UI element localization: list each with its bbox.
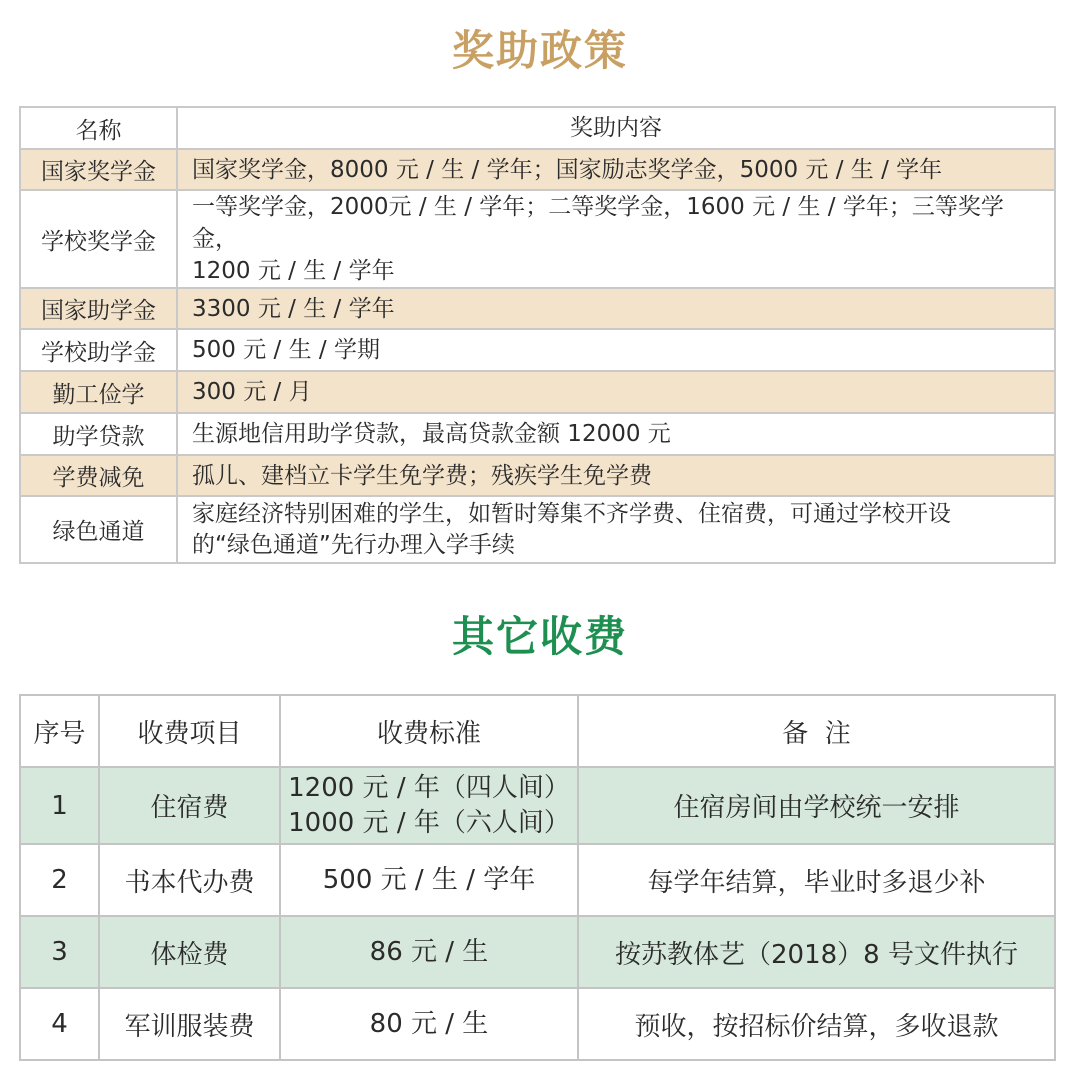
- header-no: 序号: [20, 695, 99, 767]
- content-line: 1200 元 / 生 / 学年: [192, 258, 395, 284]
- fee-standard: [280, 844, 578, 916]
- row-name: 国家助学金: [20, 288, 177, 329]
- standard-line: 1000 元 / 年（六人间）: [288, 807, 570, 838]
- table-row: [20, 190, 1055, 288]
- fees-table: [19, 694, 1056, 1061]
- fee-standard: [280, 988, 578, 1060]
- table-row: [20, 455, 1055, 496]
- fee-item: 书本代办费: [99, 844, 280, 916]
- table-row: [20, 496, 1055, 563]
- fee-item: 体检费: [99, 916, 280, 988]
- row-name: 助学贷款: [20, 413, 177, 455]
- content-line: 生源地信用助学贷款，最高贷款金额 12000 元: [192, 421, 671, 447]
- fee-no: 4: [20, 988, 99, 1060]
- fee-standard: [280, 916, 578, 988]
- row-name: 国家奖学金: [20, 149, 177, 190]
- row-content: [177, 190, 1055, 288]
- fee-item: 军训服装费: [99, 988, 280, 1060]
- fees-table-header: [20, 695, 1055, 767]
- table-row: [20, 288, 1055, 329]
- row-content: [177, 149, 1055, 190]
- row-content: [177, 455, 1055, 496]
- row-name: 学费减免: [20, 455, 177, 496]
- table-row: [20, 329, 1055, 371]
- fee-remark: 每学年结算，毕业时多退少补: [578, 844, 1055, 916]
- content-line: 300 元 / 月: [192, 379, 312, 405]
- content-line: 家庭经济特别困难的学生，如暂时筹集不齐学费、住宿费，可通过学校开设: [192, 500, 951, 527]
- fee-remark: 预收，按招标价结算，多收退款: [578, 988, 1055, 1060]
- scholarship-table-header: [20, 107, 1055, 149]
- fee-no: 2: [20, 844, 99, 916]
- table-row: [20, 371, 1055, 413]
- table-row: [20, 413, 1055, 455]
- header-item: 收费项目: [99, 695, 280, 767]
- row-content: [177, 329, 1055, 371]
- fees-section-title: 其它收费: [451, 612, 628, 661]
- header-content: 奖助内容: [177, 107, 1055, 149]
- content-line: 500 元 / 生 / 学期: [192, 337, 380, 363]
- fee-item: 住宿费: [99, 767, 280, 844]
- fee-no: 3: [20, 916, 99, 988]
- standard-line: 500 元 / 生 / 学年: [322, 864, 536, 895]
- row-name: 学校助学金: [20, 329, 177, 371]
- table-row: [20, 988, 1055, 1060]
- table-row: [20, 767, 1055, 844]
- fee-standard: [280, 767, 578, 844]
- row-content: [177, 413, 1055, 455]
- row-content: [177, 371, 1055, 413]
- row-name: 绿色通道: [20, 496, 177, 563]
- row-content: [177, 496, 1055, 563]
- content-line: 一等奖学金，2000元 / 生 / 学年；二等奖学金，1600 元 / 生 / 学年；三等奖学金，: [192, 194, 1004, 252]
- header-remark: 备 注: [578, 695, 1055, 767]
- content-line: 国家奖学金，8000 元 / 生 / 学年；国家励志奖学金，5000 元 / 生 / 学年: [192, 156, 943, 183]
- fee-no: 1: [20, 767, 99, 844]
- standard-line: 80 元 / 生: [369, 1008, 489, 1039]
- header-name: 名称: [20, 107, 177, 149]
- row-content: [177, 288, 1055, 329]
- content-line: 孤儿、建档立卡学生免学费；残疾学生免学费: [192, 462, 652, 489]
- fee-remark: 住宿房间由学校统一安排: [578, 767, 1055, 844]
- row-name: 学校奖学金: [20, 190, 177, 288]
- row-name: 勤工俭学: [20, 371, 177, 413]
- fee-remark: 按苏教体艺（2018）8 号文件执行: [578, 916, 1055, 988]
- scholarship-section-title: 奖助政策: [451, 26, 628, 75]
- content-line: 的“绿色通道”先行办理入学手续: [192, 531, 515, 558]
- content-line: 3300 元 / 生 / 学年: [192, 295, 395, 322]
- table-row: [20, 149, 1055, 190]
- standard-line: 86 元 / 生: [369, 936, 489, 967]
- table-row: [20, 844, 1055, 916]
- header-standard: 收费标准: [280, 695, 578, 767]
- standard-line: 1200 元 / 年（四人间）: [288, 772, 570, 803]
- scholarship-table: [19, 106, 1056, 564]
- table-row: [20, 916, 1055, 988]
